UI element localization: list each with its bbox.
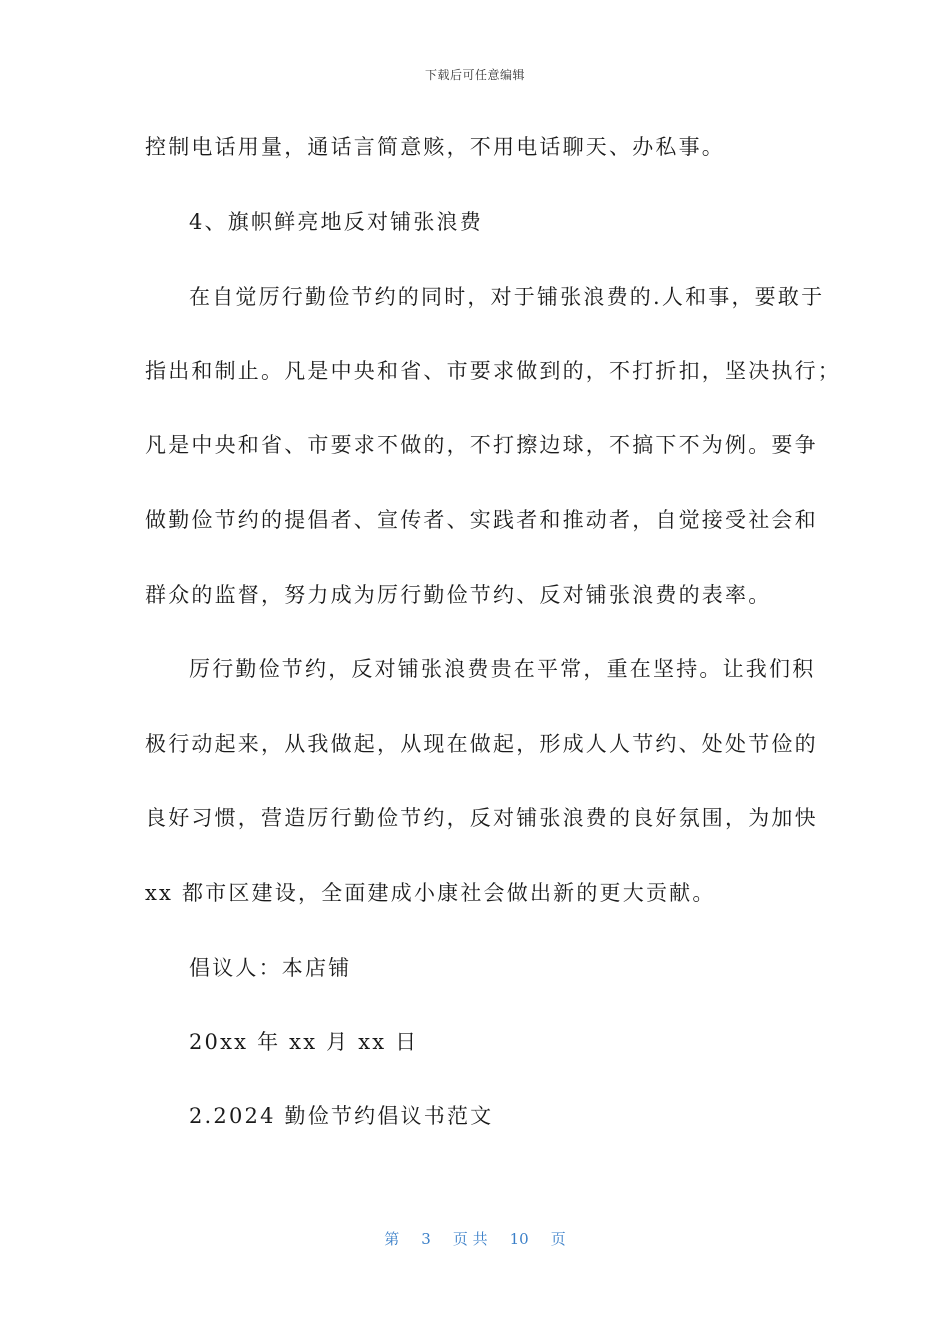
footer-prefix: 第 xyxy=(384,1230,400,1248)
paragraph-line: 凡是中央和省、市要求不做的，不打擦边球，不搞下不为例。要争 xyxy=(145,433,818,457)
page-footer xyxy=(0,1228,950,1249)
paragraph-line: xx 都市区建设，全面建成小康社会做出新的更大贡献。 xyxy=(145,881,716,905)
paragraph-line: 群众的监督，努力成为厉行勤俭节约、反对铺张浪费的表率。 xyxy=(145,583,772,607)
date-line: 20xx 年 xx 月 xx 日 xyxy=(189,1030,419,1054)
paragraph-line: 控制电话用量，通话言简意赅，不用电话聊天、办私事。 xyxy=(145,135,725,159)
proposer-line: 倡议人：本店铺 xyxy=(189,956,352,980)
paragraph-line: 良好习惯，营造厉行勤俭节约，反对铺张浪费的良好氛围，为加快 xyxy=(145,806,818,830)
page-header: 下载后可任意编辑 xyxy=(424,68,525,82)
current-page-number: 3 xyxy=(421,1230,431,1248)
footer-suffix: 页 xyxy=(550,1230,566,1248)
next-article-title: 2.2024 勤俭节约倡议书范文 xyxy=(189,1104,494,1128)
paragraph-line: 在自觉厉行勤俭节约的同时，对于铺张浪费的.人和事，要敢于 xyxy=(189,285,825,309)
footer-middle: 页 共 xyxy=(452,1230,488,1248)
section-heading: 4、旗帜鲜亮地反对铺张浪费 xyxy=(189,210,483,234)
total-pages-number: 10 xyxy=(509,1230,529,1248)
paragraph-line: 指出和制止。凡是中央和省、市要求做到的，不打折扣，坚决执行； xyxy=(145,359,841,383)
paragraph-line: 做勤俭节约的提倡者、宣传者、实践者和推动者，自觉接受社会和 xyxy=(145,508,818,532)
paragraph-line: 厉行勤俭节约，反对铺张浪费贵在平常，重在坚持。让我们积 xyxy=(189,657,816,681)
paragraph-line: 极行动起来，从我做起，从现在做起，形成人人节约、处处节俭的 xyxy=(145,732,818,756)
